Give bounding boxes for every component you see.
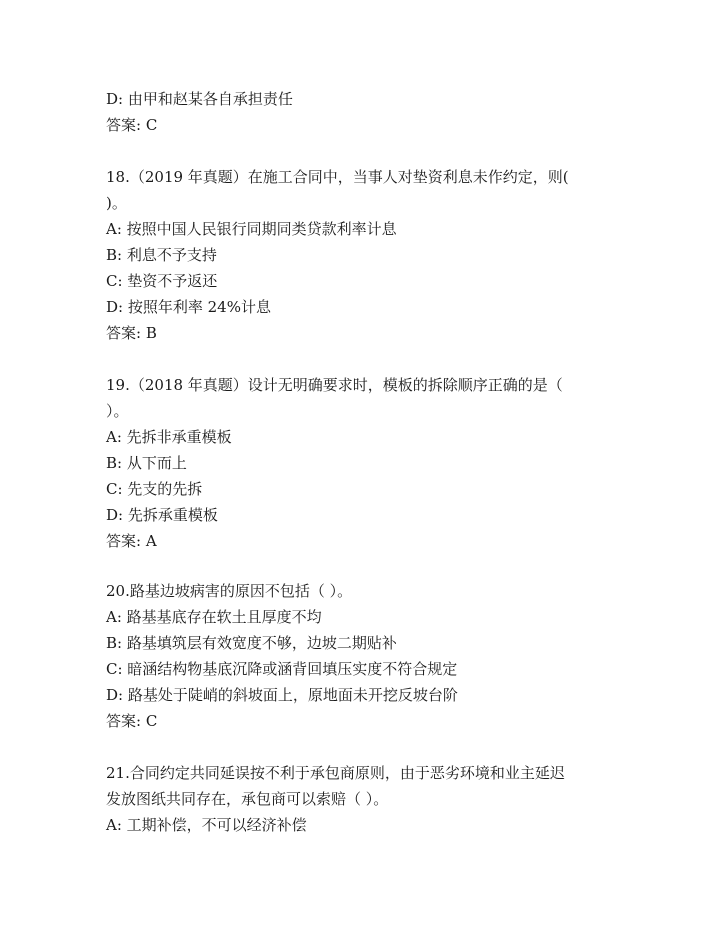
q18-answer: 答案: B: [106, 324, 157, 342]
q17-answer: 答案: C: [106, 116, 158, 134]
q21-stem-line1: 21.合同约定共同延误按不利于承包商原则，由于恶劣环境和业主延迟: [106, 764, 565, 782]
q17-option-d: D: 由甲和赵某各自承担责任: [106, 90, 293, 108]
q20-option-b: B: 路基填筑层有效宽度不够，边坡二期贴补: [106, 634, 397, 652]
q20-answer: 答案: C: [106, 712, 158, 730]
q20-option-a: A: 路基基底存在软土且厚度不均: [106, 608, 322, 626]
q19-stem-line2: ）。: [106, 402, 129, 420]
q19-answer: 答案: A: [106, 532, 157, 550]
q20-stem-line1: 20.路基边坡病害的原因不包括（ ）。: [106, 582, 353, 600]
q18-stem-line2: )。: [106, 194, 127, 212]
q18-option-c: C: 垫资不予返还: [106, 272, 218, 290]
q21-stem-line2: 发放图纸共同存在，承包商可以索赔（ ）。: [106, 790, 389, 808]
q19-option-a: A: 先拆非承重模板: [106, 428, 232, 446]
q19-option-c: C: 先支的先拆: [106, 480, 203, 498]
q19-stem-line1: 19.（2018 年真题）设计无明确要求时，模板的拆除顺序正确的是（: [106, 376, 563, 394]
q20-option-c: C: 暗涵结构物基底沉降或涵背回填压实度不符合规定: [106, 660, 458, 678]
q19-option-d: D: 先拆承重模板: [106, 506, 218, 524]
q18-stem-line1: 18.（2019 年真题）在施工合同中，当事人对垫资利息未作约定，则(: [106, 168, 569, 186]
q20-option-d: D: 路基处于陡峭的斜坡面上，原地面未开挖反坡台阶: [106, 686, 458, 704]
q18-option-b: B: 利息不予支持: [106, 246, 217, 264]
q21-option-a: A: 工期补偿，不可以经济补偿: [106, 816, 307, 834]
q18-option-a: A: 按照中国人民银行同期同类贷款利率计息: [106, 220, 397, 238]
q18-option-d: D: 按照年利率 24%计息: [106, 298, 271, 316]
q19-option-b: B: 从下而上: [106, 454, 187, 472]
